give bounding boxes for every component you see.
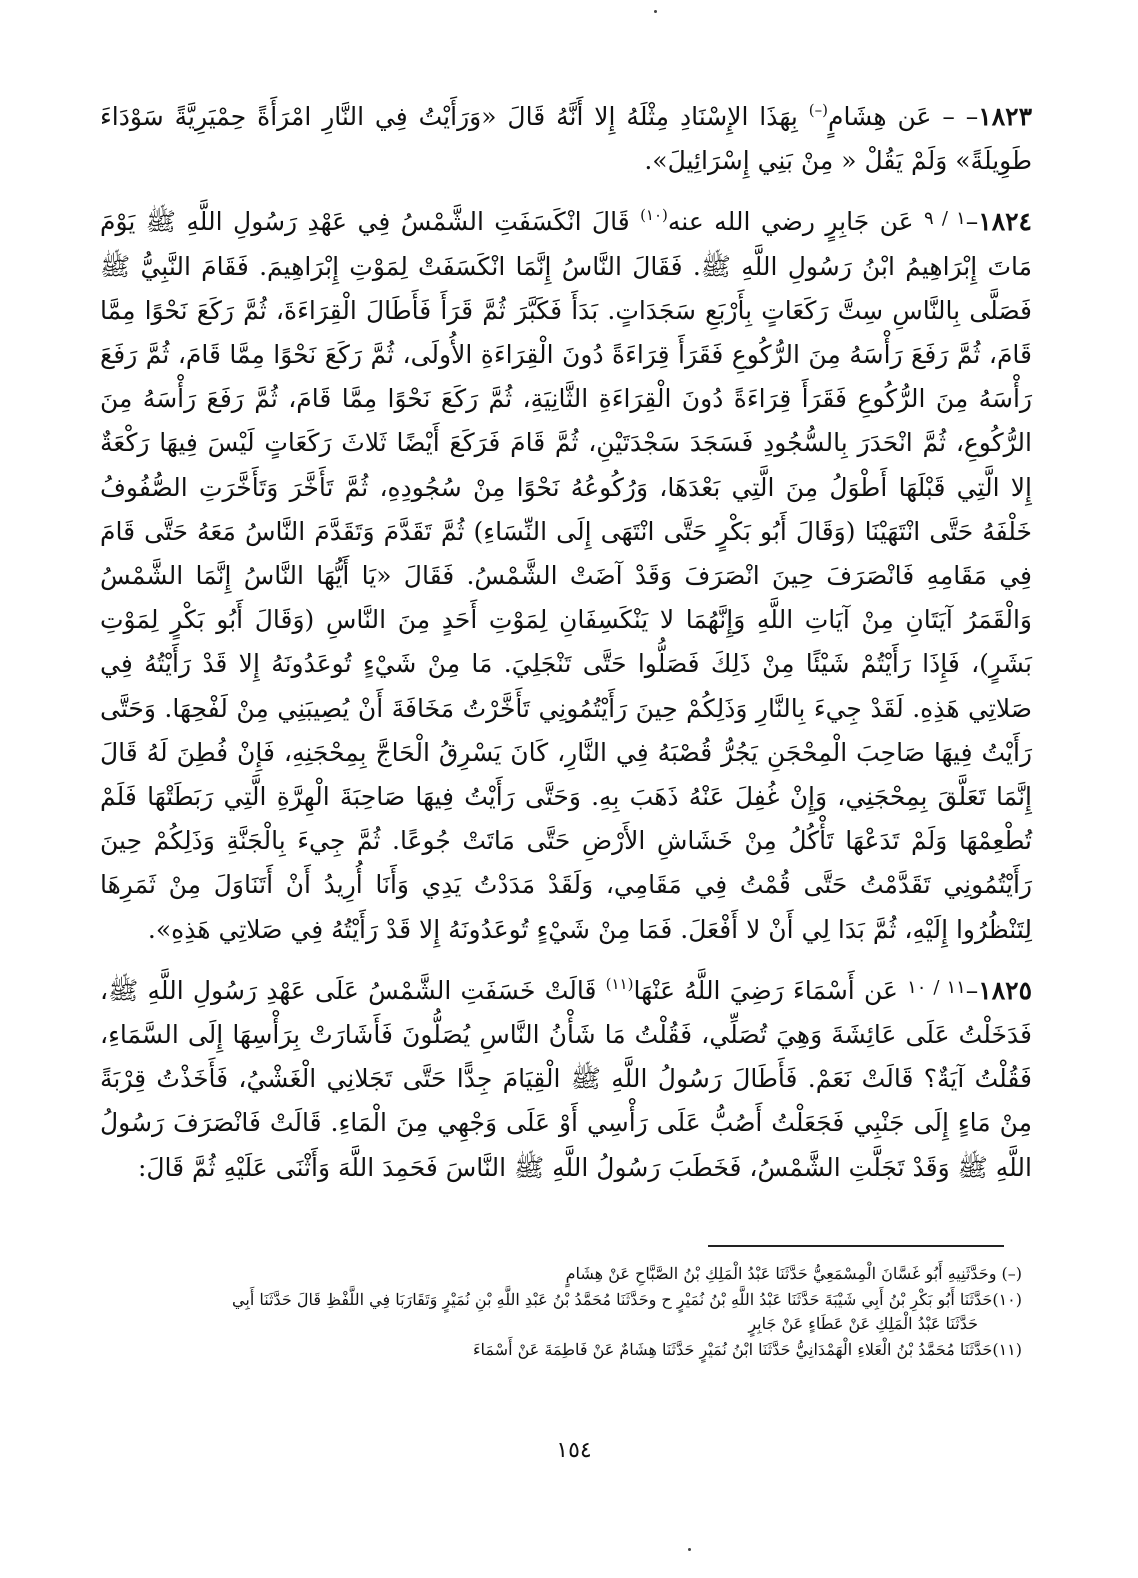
footnote-reference: (١٠) — [640, 206, 668, 225]
page-number: ١٥٤ — [556, 1438, 592, 1463]
hadith-dash: – – — [942, 102, 979, 131]
footnote-mark: (١٠) — [992, 1290, 1022, 1309]
hadith-1824 — [100, 193, 1032, 951]
footnote-reference: (١١) — [605, 974, 634, 993]
footnote-item — [110, 1262, 1022, 1286]
hadith-number: ١٨٢٤ — [978, 207, 1032, 237]
hadith-dash: – — [965, 207, 979, 237]
hadith-narrator: عَن هِشَامٍ — [828, 102, 932, 131]
hadith-fraction: ١ / ٩ — [923, 208, 966, 230]
footnote-item — [110, 1288, 1022, 1336]
footnote-separator — [708, 1245, 1004, 1247]
footnote-item — [110, 1338, 1022, 1362]
footnote-text: وحَدَّثَنِيهِ أَبُو غَسَّانَ الْمِسْمَعِيُّ حَدَّثَنَا عَبْدُ الْمَلِكِ بْنُ الصَّبَّاحِ عَنْ هِشَامٍ — [565, 1264, 997, 1283]
footnotes — [110, 1262, 1022, 1364]
hadith-dash: – — [965, 975, 979, 1005]
footnote-mark: (–) — [1001, 1264, 1022, 1283]
footnote-text: حَدَّثَنَا أَبُو بَكْرِ بْنُ أَبِي شَيْبَةَ حَدَّثَنَا عَبْدُ اللَّهِ بْنُ نُمَيْرٍ ح وحَدَّثَنَا مُحَمَّدُ بْنُ عَبْدِ اللَّهِ بْنِ نُمَيْرٍ وَتَقَارَبَا فِي اللَّفْظِ قَالَ حَدَّثَنَا أَبِي — [232, 1290, 993, 1309]
main-text-body — [100, 88, 1032, 1200]
hadith-text: قَالَ انْكَسَفَتِ الشَّمْسُ فِي عَهْدِ رَسُولِ اللَّهِ ﷺ يَوْمَ مَاتَ إِبْرَاهِيمُ ابْنُ رَسُولِ اللَّهِ ﷺ. فَقَالَ النَّاسُ إِنَّمَا انْكَسَفَتْ لِمَوْتِ إِبْرَاهِيمَ. فَقَامَ النَّبِيُّ ﷺ فَصَلَّى بِالنَّاسِ سِتَّ رَكَعَاتٍ بِأَرْبَعِ سَجَدَاتٍ. بَدَأَ فَكَبَّرَ ثُمَّ قَرَأَ فَأَطَالَ الْقِرَاءَةَ، ثُمَّ رَكَعَ نَحْوًا مِمَّا قَامَ، ثُمَّ رَفَعَ رَأْسَهُ مِنَ الرُّكُوعِ فَقَرَأَ قِرَاءَةً دُونَ الْقِرَاءَةِ الأُولَى، ثُمَّ رَكَعَ نَحْوًا مِمَّا قَامَ، ثُمَّ رَفَعَ رَأْسَهُ مِنَ الرُّكُوعِ فَقَرَأَ قِرَاءَةً دُونَ الْقِرَاءَةِ الثَّانِيَةِ، ثُمَّ رَكَعَ نَحْوًا مِمَّا قَامَ، ثُمَّ رَفَعَ رَأْسَهُ مِنَ الرُّكُوعِ، ثُمَّ انْحَدَرَ بِالسُّجُودِ فَسَجَدَ سَجْدَتَيْنِ، ثُمَّ قَامَ فَرَكَعَ أَيْضًا ثَلاثَ رَكَعَاتٍ لَيْسَ فِيهَا رَكْعَةٌ إِلا الَّتِي قَبْلَهَا أَطْوَلُ مِنَ الَّتِي بَعْدَهَا، وَرُكُوعُهُ نَحْوًا مِنْ سُجُودِهِ، ثُمَّ تَأَخَّرَ وَتَأَخَّرَتِ الصُّفُوفُ خَلْفَهُ حَتَّى انْتَهَيْنَا (وَقَالَ أَبُو بَكْرٍ حَتَّى انْتَهَى إِلَى النِّسَاءِ) ثُمَّ تَقَدَّمَ وَتَقَدَّمَ النَّاسُ مَعَهُ حَتَّى قَامَ فِي مَقَامِهِ فَانْصَرَفَ حِينَ انْصَرَفَ وَقَدْ آضَتْ الشَّمْسُ. فَقَالَ «يَا أَيُّهَا النَّاسُ إِنَّمَا الشَّمْسُ وَالْقَمَرُ آيَتَانِ مِنْ آيَاتِ اللَّهِ وَإِنَّهُمَا لا يَنْكَسِفَانِ لِمَوْتِ أَحَدٍ مِنَ النَّاسِ (وَقَالَ أَبُو بَكْرٍ لِمَوْتِ بَشَرٍ)، فَإِذَا رَأَيْتُمْ شَيْئًا مِنْ ذَلِكَ فَصَلُّوا حَتَّى تَنْجَلِيَ. مَا مِنْ شَيْءٍ تُوعَدُونَهُ إِلا قَدْ رَأَيْتُهُ فِي صَلاتِي هَذِهِ. لَقَدْ جِيءَ بِالنَّارِ وَذَلِكُمْ حِينَ رَأَيْتُمُونِي تَأَخَّرْتُ مَخَافَةَ أَنْ يُصِيبَنِي مِنْ لَفْحِهَا. وَحَتَّى رَأَيْتُ فِيهَا صَاحِبَ الْمِحْجَنِ يَجُرُّ قُصْبَهُ فِي النَّارِ، كَانَ يَسْرِقُ الْحَاجَّ بِمِحْجَنِهِ، فَإِنْ فُطِنَ لَهُ قَالَ إِنَّمَا تَعَلَّقَ بِمِحْجَنِي، وَإِنْ غُفِلَ عَنْهُ ذَهَبَ بِهِ. وَحَتَّى رَأَيْتُ فِيهَا صَاحِبَةَ الْهِرَّةِ الَّتِي رَبَطَتْهَا فَلَمْ تُطْعِمْهَا وَلَمْ تَدَعْهَا تَأْكُلُ مِنْ خَشَاشِ الأَرْضِ حَتَّى مَاتَتْ جُوعًا. ثُمَّ جِيءَ بِالْجَنَّةِ وَذَلِكُمْ حِينَ رَأَيْتُمُونِي تَقَدَّمْتُ حَتَّى قُمْتُ فِي مَقَامِي، وَلَقَدْ مَدَدْتُ يَدِي وَأَنَا أُرِيدُ أَنْ أَتَنَاوَلَ مِنْ ثَمَرِهَا لِتَنْظُرُوا إِلَيْهِ، ثُمَّ بَدَا لِي أَنْ لا أَفْعَلَ. فَمَا مِنْ شَيْءٍ تُوعَدُونَهُ إِلا قَدْ رَأَيْتُهُ فِي صَلاتِي هَذِهِ». — [100, 207, 1032, 944]
footnote-reference: (–) — [808, 101, 828, 119]
hadith-number: ١٨٢٣ — [978, 102, 1033, 131]
hadith-text: قَالَتْ خَسَفَتِ الشَّمْسُ عَلَى عَهْدِ رَسُولِ اللَّهِ ﷺ، فَدَخَلْتُ عَلَى عَائِشَةَ وَهِيَ تُصَلِّي، فَقُلْتُ مَا شَأْنُ النَّاسِ يُصَلُّونَ فَأَشَارَتْ بِرَأْسِهَا إِلَى السَّمَاءِ، فَقُلْتُ آيَةٌ؟ قَالَتْ نَعَمْ. فَأَطَالَ رَسُولُ اللَّهِ ﷺ الْقِيَامَ جِدًّا حَتَّى تَجَلانِي الْغَشْيُ، فَأَخَذْتُ قِرْبَةً مِنْ مَاءٍ إِلَى جَنْبِي فَجَعَلْتُ أَصُبُّ عَلَى رَأْسِي أَوْ عَلَى وَجْهِي مِنَ الْمَاءِ. قَالَتْ فَانْصَرَفَ رَسُولُ اللَّهِ ﷺ وَقَدْ تَجَلَّتِ الشَّمْسُ، فَخَطَبَ رَسُولُ اللَّهِ ﷺ النَّاسَ فَحَمِدَ اللَّهَ وَأَثْنَى عَلَيْهِ ثُمَّ قَالَ: — [100, 975, 1032, 1182]
hadith-number: ١٨٢٥ — [978, 975, 1032, 1005]
scan-speck-top — [654, 10, 657, 13]
footnote-mark: (١١) — [992, 1340, 1022, 1359]
footnote-text: حَدَّثَنَا مُحَمَّدُ بْنُ الْعَلاءِ الْهَمْدَانِيُّ حَدَّثَنَا ابْنُ نُمَيْرٍ حَدَّثَنَا هِشَامٌ عَنْ فَاطِمَةَ عَنْ أَسْمَاءَ — [473, 1340, 993, 1359]
hadith-narrator: عَن أَسْمَاءَ رَضِيَ اللَّهُ عَنْهَا — [633, 975, 898, 1005]
hadith-narrator: عَن جَابِرٍ رضي الله عنه — [667, 207, 914, 237]
hadith-1823 — [100, 88, 1032, 183]
hadith-1825 — [100, 962, 1032, 1190]
hadith-text: بِهَذَا الإِسْنَادِ مِثْلَهُ إِلا أَنَّهُ قَالَ «وَرَأَيْتُ فِي النَّارِ امْرَأَةً حِمْيَرِيَّةً سَوْدَاءَ طَوِيلَةً» وَلَمْ يَقُلْ « مِنْ بَنِي إِسْرَائِيلَ». — [100, 102, 1032, 176]
footnote-continuation: حَدَّثَنَا عَبْدُ الْمَلِكِ عَنْ عَطَاءٍ عَنْ جَابِرٍ — [748, 1314, 978, 1333]
hadith-fraction: ١١ / ١٠ — [907, 976, 966, 998]
scan-speck-bottom — [688, 1548, 691, 1551]
